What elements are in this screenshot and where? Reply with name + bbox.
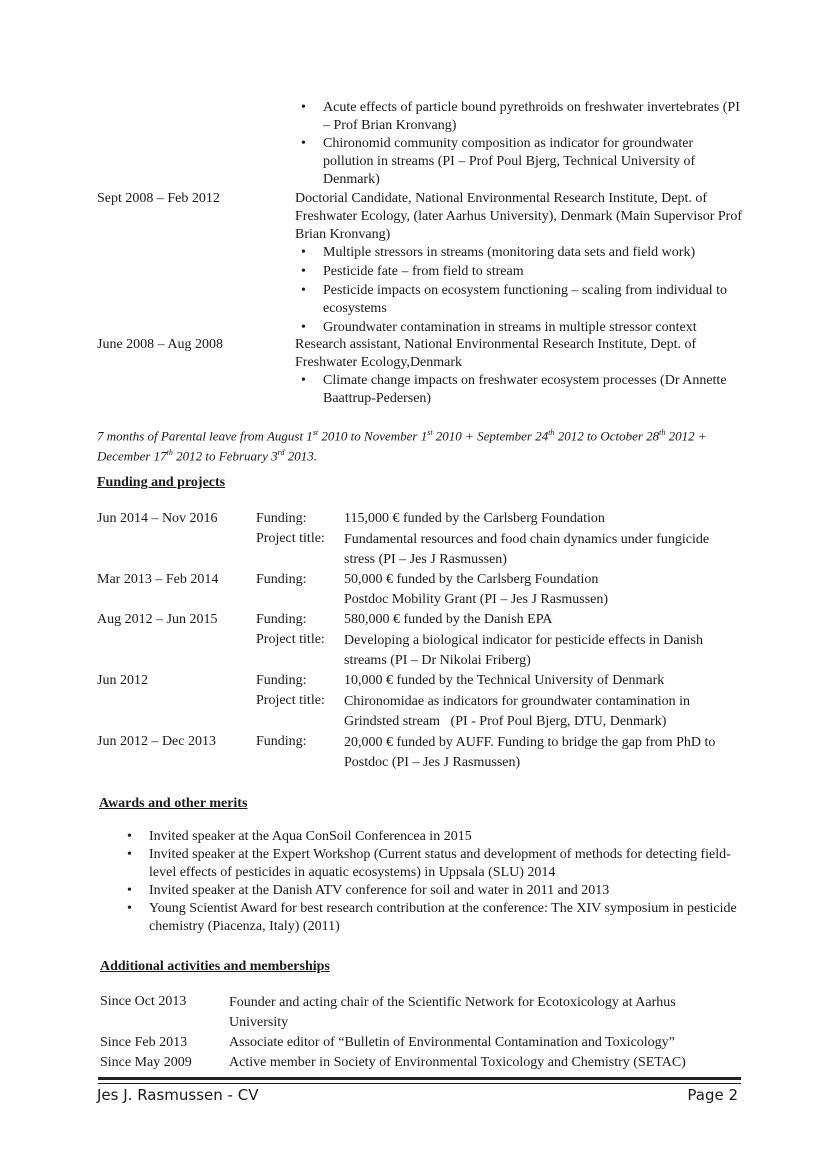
footer-rule-thin xyxy=(98,1083,741,1084)
employment-desc: Doctorial Candidate, National Environmental Research Institute, Dept. of Freshwater Ecology, (later Aarhus University), Denmark (Main Supervisor Prof Brian Kronvang) xyxy=(295,191,742,242)
awards-heading: Awards and other merits xyxy=(99,796,248,811)
employment-cont-bullets xyxy=(295,99,745,189)
page-number: Page 2 xyxy=(687,1086,738,1104)
project-title: Fundamental resources and food chain dynamics under fungicide stress (PI – Jes J Rasmussen) xyxy=(344,532,710,567)
list-item: • Climate change impacts on freshwater ecosystem processes (Dr Annette Baattrup-Pedersen) xyxy=(295,372,745,408)
funding-date: Jun 2014 – Nov 2016 xyxy=(97,511,218,526)
funding-date: Mar 2013 – Feb 2014 xyxy=(97,572,219,587)
employment-bullets xyxy=(295,372,745,408)
list-item: • Young Scientist Award for best research contribution at the conference: The XIV symposium in pesticide chemistry (Piacenza, Italy) (2011) xyxy=(121,900,746,936)
project-title: Chironomidae as indicators for groundwater contamination in Grindsted stream (PI - Prof Poul Bjerg, DTU, Denmark) xyxy=(344,694,691,729)
list-item: • Pesticide impacts on ecosystem functioning – scaling from individual to ecosystems xyxy=(295,282,745,318)
list-item: • Invited speaker at the Aqua ConSoil Conferencea in 2015 xyxy=(121,828,746,846)
project-label: Project title: xyxy=(256,531,325,546)
footer-rule xyxy=(98,1077,741,1080)
project-title: Developing a biological indicator for pesticide effects in Danish streams (PI – Dr Nikolai Friberg) xyxy=(344,633,703,668)
activity-text: Active member in Society of Environmental Toxicology and Chemistry (SETAC) xyxy=(229,1055,686,1070)
list-item: • Multiple stressors in streams (monitoring data sets and field work) xyxy=(295,244,745,262)
employment-date: Sept 2008 – Feb 2012 xyxy=(97,191,220,206)
employment-desc: Research assistant, National Environmental Research Institute, Dept. of Freshwater Ecology,Denmark xyxy=(295,337,697,370)
funding-value: 115,000 € funded by the Carlsberg Foundation xyxy=(344,511,605,526)
list-item: • Groundwater contamination in streams in multiple stressor context xyxy=(295,319,745,337)
list-item: • Acute effects of particle bound pyrethroids on freshwater invertebrates (PI – Prof Brian Kronvang) xyxy=(295,99,745,135)
funding-label: Funding: xyxy=(256,511,307,526)
list-item: • Pesticide fate – from field to stream xyxy=(295,263,745,281)
funding-extra: Postdoc Mobility Grant (PI – Jes J Rasmussen) xyxy=(344,592,609,607)
funding-value: 20,000 € funded by AUFF. Funding to bridge the gap from PhD to Postdoc (PI – Jes J Rasmussen) xyxy=(344,735,716,770)
funding-value: 50,000 € funded by the Carlsberg Foundation xyxy=(344,572,599,587)
funding-label: Funding: xyxy=(256,734,307,749)
activity-text: Associate editor of “Bulletin of Environmental Contamination and Toxicology” xyxy=(229,1035,675,1050)
footer-name: Jes J. Rasmussen - CV xyxy=(97,1086,259,1104)
list-item: • Chironomid community composition as indicator for groundwater pollution in streams (PI – Prof Poul Bjerg, Technical University of Denmark) xyxy=(295,135,745,189)
list-item: • Invited speaker at the Expert Workshop (Current status and development of methods for detecting field-level effects of pesticides in aquatic ecosystems) in Uppsala (SLU) 2014 xyxy=(121,846,746,882)
funding-heading: Funding and projects xyxy=(97,475,226,490)
parental-leave-note: 7 months of Parental leave from August 1st 2010 to November 1st 2010 + September 24th 2012 to October 28th 2012 + December 17th 2012 to February 3rd 2013. xyxy=(97,428,707,464)
project-label: Project title: xyxy=(256,693,325,708)
activity-date: Since May 2009 xyxy=(100,1055,192,1070)
employment-date: June 2008 – Aug 2008 xyxy=(97,337,223,352)
project-label: Project title: xyxy=(256,632,325,647)
funding-date: Aug 2012 – Jun 2015 xyxy=(97,612,218,627)
list-item: • Invited speaker at the Danish ATV conference for soil and water in 2011 and 2013 xyxy=(121,882,746,900)
funding-date: Jun 2012 – Dec 2013 xyxy=(97,734,216,749)
activity-date: Since Oct 2013 xyxy=(100,994,187,1009)
funding-label: Funding: xyxy=(256,673,307,688)
funding-value: 580,000 € funded by the Danish EPA xyxy=(344,612,553,627)
activities-heading: Additional activities and memberships xyxy=(100,959,330,974)
employment-bullets xyxy=(295,244,745,337)
funding-label: Funding: xyxy=(256,572,307,587)
activity-text: Founder and acting chair of the Scientific Network for Ecotoxicology at Aarhus University xyxy=(229,995,676,1030)
funding-date: Jun 2012 xyxy=(97,673,148,688)
awards-list xyxy=(121,828,746,936)
funding-value: 10,000 € funded by the Technical University of Denmark xyxy=(344,673,665,688)
funding-label: Funding: xyxy=(256,612,307,627)
activity-date: Since Feb 2013 xyxy=(100,1035,188,1050)
